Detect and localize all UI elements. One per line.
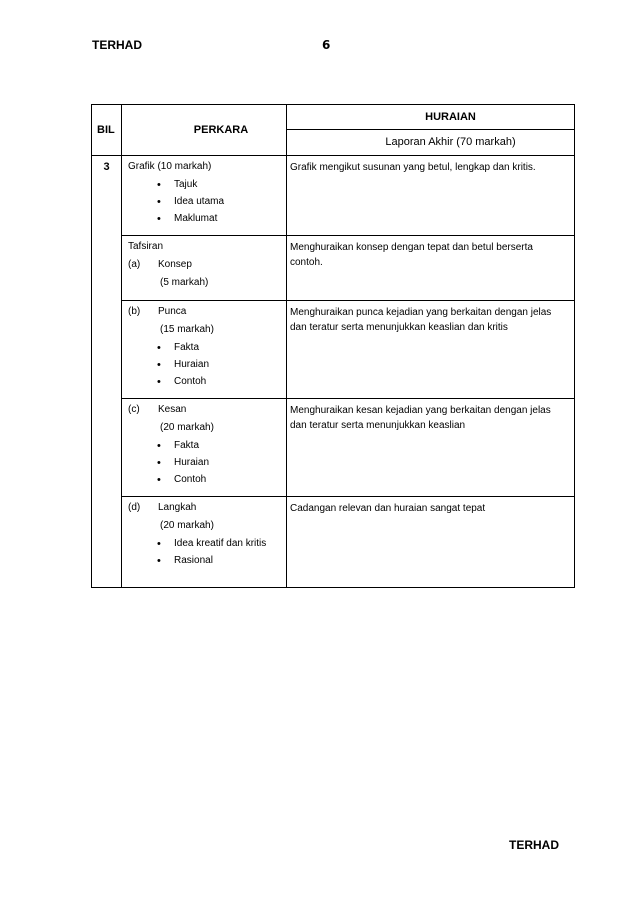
item-title: Langkah	[158, 502, 197, 513]
table-row	[92, 156, 575, 236]
list-item: • Huraian	[128, 456, 282, 470]
table-row	[92, 236, 575, 301]
header-bil: BIL	[92, 105, 122, 156]
list-item: • Contoh	[128, 473, 282, 487]
list-item: • Rasional	[128, 554, 282, 568]
header-classification: TERHAD	[92, 38, 142, 52]
item-title: Konsep	[158, 259, 192, 270]
item-marks: (20 markah)	[160, 422, 214, 433]
item-marks: (15 markah)	[160, 324, 214, 335]
bil-number: 3	[92, 156, 122, 588]
item-label: (b)	[128, 306, 141, 317]
item-label: (d)	[128, 502, 141, 513]
section-heading: Tafsiran	[128, 241, 164, 252]
huraian-cell: Menghuraikan punca kejadian yang berkaitan dengan jelas dan teratur serta menunjukkan keaslian dan kritis	[287, 301, 575, 399]
header-huraian-subtitle: Laporan Akhir (70 markah)	[287, 130, 575, 156]
list-item: • Fakta	[128, 439, 282, 453]
item-label: (c)	[128, 404, 140, 415]
item-marks: (5 markah)	[160, 277, 209, 288]
list-item: • Fakta	[128, 341, 282, 355]
item-label: (a)	[128, 259, 141, 270]
huraian-cell: Cadangan relevan dan huraian sangat tepat	[287, 497, 575, 588]
list-item: • Tajuk	[128, 178, 282, 192]
huraian-cell: Grafik mengikut susunan yang betul, lengkap dan kritis.	[287, 156, 575, 236]
item-marks: (20 markah)	[160, 520, 214, 531]
perkara-cell	[122, 156, 287, 236]
perkara-cell	[122, 236, 287, 301]
item-title: Punca	[158, 306, 187, 317]
huraian-cell: Menghuraikan konsep dengan tepat dan betul berserta contoh.	[287, 236, 575, 301]
table-row	[92, 399, 575, 497]
header-perkara: PERKARA	[122, 105, 287, 156]
table-row	[92, 497, 575, 588]
perkara-cell	[122, 301, 287, 399]
header-huraian: HURAIAN	[287, 105, 575, 130]
huraian-cell: Menghuraikan kesan kejadian yang berkaitan dengan jelas dan teratur serta menunjukkan keaslian	[287, 399, 575, 497]
list-item: • Idea kreatif dan kritis	[128, 537, 282, 551]
list-item: • Huraian	[128, 358, 282, 372]
footer-classification: TERHAD	[509, 838, 559, 852]
list-item: • Contoh	[128, 375, 282, 389]
list-item: • Idea utama	[128, 195, 282, 209]
item-title: Kesan	[158, 404, 187, 415]
item-title: Grafik (10 markah)	[128, 161, 212, 172]
list-item: • Maklumat	[128, 212, 282, 226]
perkara-cell	[122, 497, 287, 588]
marking-scheme-table	[91, 104, 575, 588]
page-number: 6	[322, 38, 331, 52]
table-row	[92, 301, 575, 399]
perkara-cell	[122, 399, 287, 497]
